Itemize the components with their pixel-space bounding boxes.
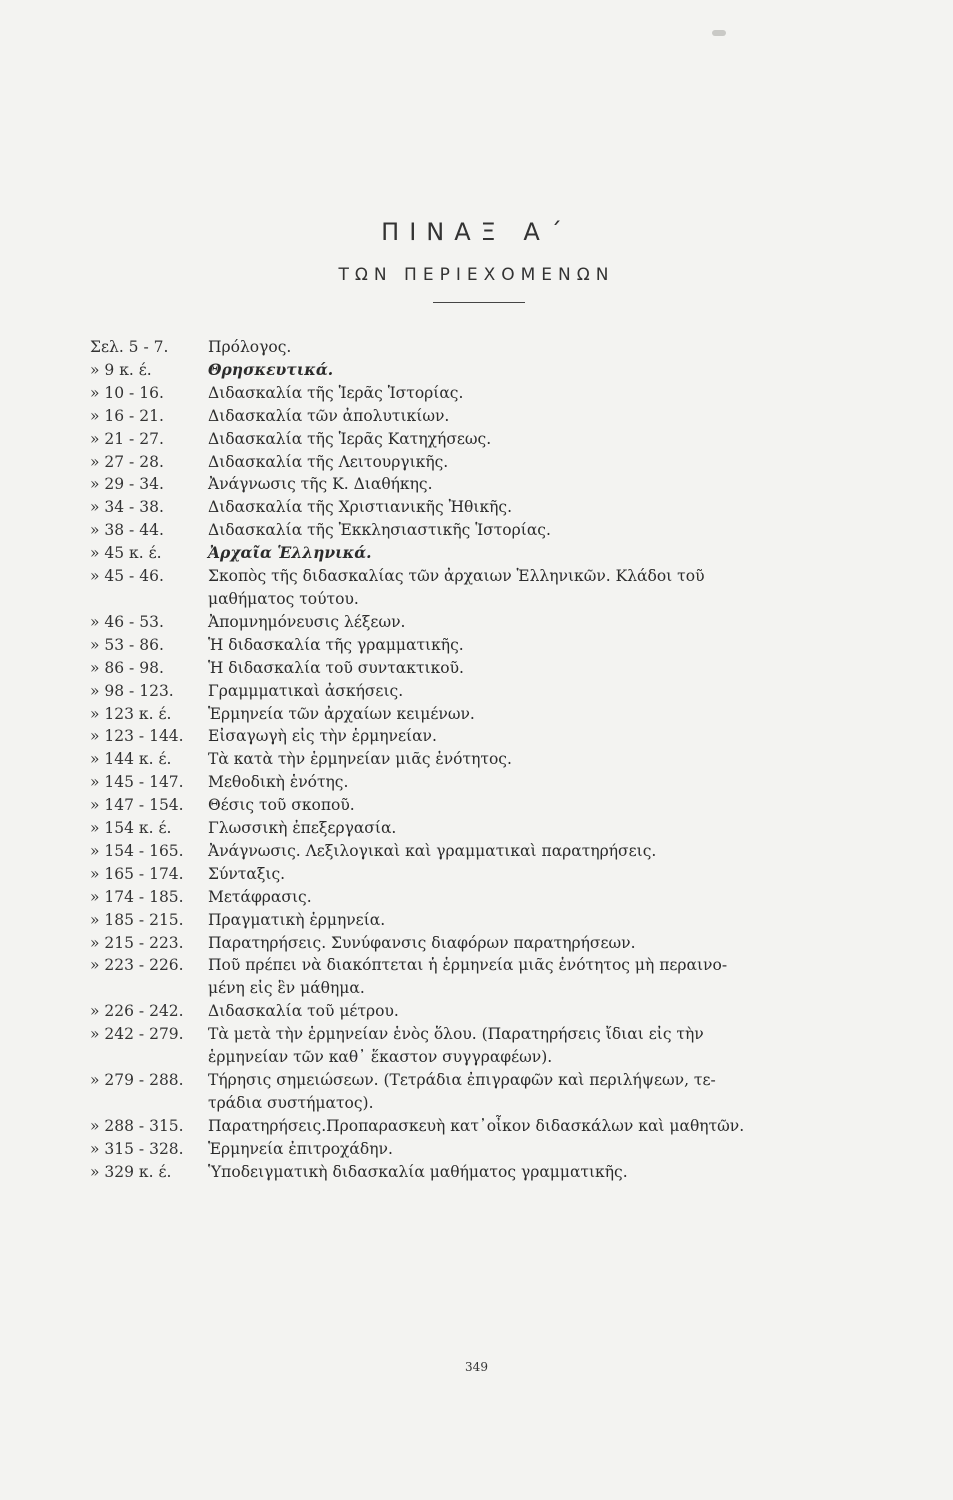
toc-entry-text: Τήρησις σημειώσεων. (Τετράδια ἐπιγραφῶν καὶ περιλήψεων, τε- — [208, 1071, 716, 1089]
toc-entry-text: Παρατηρήσεις. Συνύφανσις διαφόρων παρατηρήσεων. — [208, 933, 636, 952]
toc-entry-text: Ἑρμηνεία ἐπιτροχάδην. — [208, 1139, 393, 1158]
toc-page-ref: » 154 - 165. — [90, 841, 184, 860]
toc-entry-text: Γλωσσικὴ ἐπεξεργασία. — [208, 819, 397, 838]
paper-speck — [712, 30, 726, 36]
toc-page-ref: » 10 - 16. — [90, 383, 164, 402]
toc-entry — [90, 932, 880, 955]
toc-entry-text: Διδασκαλία τῆς Ἱερᾶς Κατηχήσεως. — [208, 429, 492, 448]
toc-page-ref: » 215 - 223. — [90, 933, 184, 952]
toc-entry — [90, 817, 880, 840]
toc-entry-text: Ἡ διδασκαλία τοῦ συντακτικοῦ. — [208, 658, 464, 677]
toc-section-heading: Θρησκευτικά. — [208, 359, 334, 379]
toc-entry-text: Ἀνάγνωσις τῆς Κ. Διαθήκης. — [208, 475, 433, 494]
toc-entry — [90, 611, 880, 634]
toc-entry — [90, 405, 880, 428]
toc-page-ref: » 46 - 53. — [90, 612, 164, 631]
toc-entry-text: Ὑποδειγματικὴ διδασκαλία μαθήματος γραμματικῆς. — [208, 1162, 628, 1181]
toc-entry-text: ἑρμηνείαν τῶν καθ᾽ ἕκαστον συγγραφέων). — [208, 1048, 553, 1067]
toc-entry-text: Τὰ μετὰ τὴν ἑρμηνείαν ἑνὸς ὅλου. (Παρατηρήσεις ἴδιαι εἰς τὴν — [208, 1025, 704, 1044]
toc-entry — [90, 771, 880, 794]
toc-entry-text: Θέσις τοῦ σκοποῦ. — [208, 796, 355, 815]
toc-page-ref: » 98 - 123. — [90, 681, 174, 700]
toc-entry — [90, 1069, 880, 1092]
table-of-contents — [90, 336, 880, 1184]
toc-entry-text: Διδασκαλία τῆς Χριστιανικῆς Ἠθικῆς. — [208, 498, 513, 517]
toc-page-ref: Σελ. 5 - 7. — [90, 338, 169, 356]
toc-entry-text: μαθήματος τούτου. — [208, 589, 359, 608]
toc-entry — [90, 1138, 880, 1161]
toc-entry-text: Τὰ κατὰ τὴν ἑρμηνείαν μιᾶς ἑνότητος. — [208, 750, 512, 769]
toc-page-ref: » 34 - 38. — [90, 498, 164, 517]
toc-entry — [90, 473, 880, 496]
toc-entry — [90, 542, 880, 565]
toc-entry — [90, 359, 880, 382]
toc-entry-text: Γραμμματικαὶ ἀσκήσεις. — [208, 681, 404, 700]
page-number: 349 — [465, 1360, 488, 1374]
toc-entry-text: μένη εἰς ἓν μάθημα. — [208, 979, 365, 998]
toc-page-ref: » 29 - 34. — [90, 475, 164, 494]
toc-page-ref: » 288 - 315. — [90, 1116, 184, 1135]
toc-page-ref: » 147 - 154. — [90, 796, 184, 815]
toc-entry-text: Διδασκαλία τῆς Λειτουργικῆς. — [208, 452, 449, 471]
toc-entry-text: Μετάφρασις. — [208, 887, 312, 906]
toc-entry — [90, 519, 880, 542]
toc-page-ref: » 45 - 46. — [90, 567, 164, 586]
toc-entry — [90, 1023, 880, 1046]
toc-entry-text: Πρόλογος. — [208, 338, 292, 356]
toc-entry-continuation — [90, 588, 880, 611]
toc-page-ref: » 154 κ. έ. — [90, 819, 172, 838]
toc-section-heading: Ἀρχαῖα Ἑλληνικά. — [208, 543, 372, 563]
toc-page-ref: » 329 κ. έ. — [90, 1162, 172, 1181]
toc-page-ref: » 16 - 21. — [90, 406, 164, 425]
toc-entry-text: Διδασκαλία τῶν ἀπολυτικίων. — [208, 406, 450, 425]
toc-entry-text: Ποῦ πρέπει νὰ διακόπτεται ἡ ἑρμηνεία μιᾶς ἑνότητος μὴ περαινο- — [208, 956, 728, 975]
toc-entry-text: Μεθοδικὴ ἑνότης. — [208, 773, 349, 792]
toc-page-ref: » 21 - 27. — [90, 429, 164, 448]
toc-entry-text: Διδασκαλία τοῦ μέτρου. — [208, 1002, 399, 1021]
toc-page-ref: » 185 - 215. — [90, 910, 184, 929]
toc-entry-continuation — [90, 1092, 880, 1115]
toc-entry — [90, 496, 880, 519]
toc-entry-continuation — [90, 977, 880, 1000]
toc-page-ref: » 223 - 226. — [90, 956, 184, 975]
page-subtitle: ΤΩΝ ΠΕΡΙΕΧΟΜΕΝΩΝ — [338, 265, 615, 285]
toc-entry-text: Ἡ διδασκαλία τῆς γραμματικῆς. — [208, 635, 464, 654]
toc-page-ref: » 226 - 242. — [90, 1002, 184, 1021]
toc-entry — [90, 657, 880, 680]
toc-page-ref: » 123 - 144. — [90, 727, 184, 746]
toc-entry — [90, 725, 880, 748]
toc-entry — [90, 863, 880, 886]
toc-entry — [90, 565, 880, 588]
toc-entry — [90, 382, 880, 405]
toc-entry — [90, 336, 880, 359]
toc-entry — [90, 1161, 880, 1184]
toc-entry-text: Διδασκαλία τῆς Ἐκκλησιαστικῆς Ἱστορίας. — [208, 521, 551, 540]
toc-page-ref: » 165 - 174. — [90, 864, 184, 883]
toc-entry — [90, 451, 880, 474]
toc-entry-text: Διδασκαλία τῆς Ἱερᾶς Ἱστορίας. — [208, 383, 464, 402]
toc-page-ref: » 174 - 185. — [90, 887, 184, 906]
toc-entry-text: Πραγματικὴ ἑρμηνεία. — [208, 910, 386, 929]
toc-page-ref: » 45 κ. έ. — [90, 544, 162, 563]
toc-page-ref: » 9 κ. έ. — [90, 360, 152, 379]
toc-entry-text: Εἰσαγωγὴ εἰς τὴν ἑρμηνείαν. — [208, 727, 437, 746]
toc-entry — [90, 886, 880, 909]
toc-entry-continuation — [90, 1046, 880, 1069]
toc-entry — [90, 840, 880, 863]
toc-entry — [90, 748, 880, 771]
toc-entry — [90, 954, 880, 977]
toc-entry — [90, 1000, 880, 1023]
toc-entry — [90, 703, 880, 726]
toc-entry — [90, 634, 880, 657]
page-title: ΠΙΝΑΞ Α΄ — [381, 218, 572, 246]
toc-page-ref: » 53 - 86. — [90, 635, 164, 654]
toc-entry-text: Ἑρμηνεία τῶν ἀρχαίων κειμένων. — [208, 704, 475, 723]
toc-entry — [90, 680, 880, 703]
toc-page-ref: » 145 - 147. — [90, 773, 184, 792]
toc-entry-text: τράδια συστήματος). — [208, 1093, 374, 1112]
toc-page-ref: » 315 - 328. — [90, 1139, 184, 1158]
toc-entry-text: Σύνταξις. — [208, 864, 286, 883]
toc-entry-text: Ἀνάγνωσις. Λεξιλογικαὶ καὶ γραμματικαὶ παρατηρήσεις. — [208, 841, 657, 860]
toc-entry — [90, 794, 880, 817]
title-divider — [433, 302, 525, 303]
toc-entry — [90, 428, 880, 451]
toc-page-ref: » 27 - 28. — [90, 452, 164, 471]
toc-entry-text: Ἀπομνημόνευσις λέξεων. — [208, 612, 406, 631]
toc-entry-text: Παρατηρήσεις.Προπαρασκευὴ κατ᾽οἶκον διδασκάλων καὶ μαθητῶν. — [208, 1116, 745, 1135]
toc-page-ref: » 123 κ. έ. — [90, 704, 172, 723]
toc-entry — [90, 1115, 880, 1138]
toc-entry — [90, 909, 880, 932]
toc-page-ref: » 279 - 288. — [90, 1071, 184, 1089]
toc-page-ref: » 38 - 44. — [90, 521, 164, 540]
toc-page-ref: » 144 κ. έ. — [90, 750, 172, 769]
toc-entry-text: Σκοπὸς τῆς διδασκαλίας τῶν ἀρχαιων Ἑλληνικῶν. Κλάδοι τοῦ — [208, 567, 705, 586]
toc-page-ref: » 86 - 98. — [90, 658, 164, 677]
toc-page-ref: » 242 - 279. — [90, 1025, 184, 1044]
